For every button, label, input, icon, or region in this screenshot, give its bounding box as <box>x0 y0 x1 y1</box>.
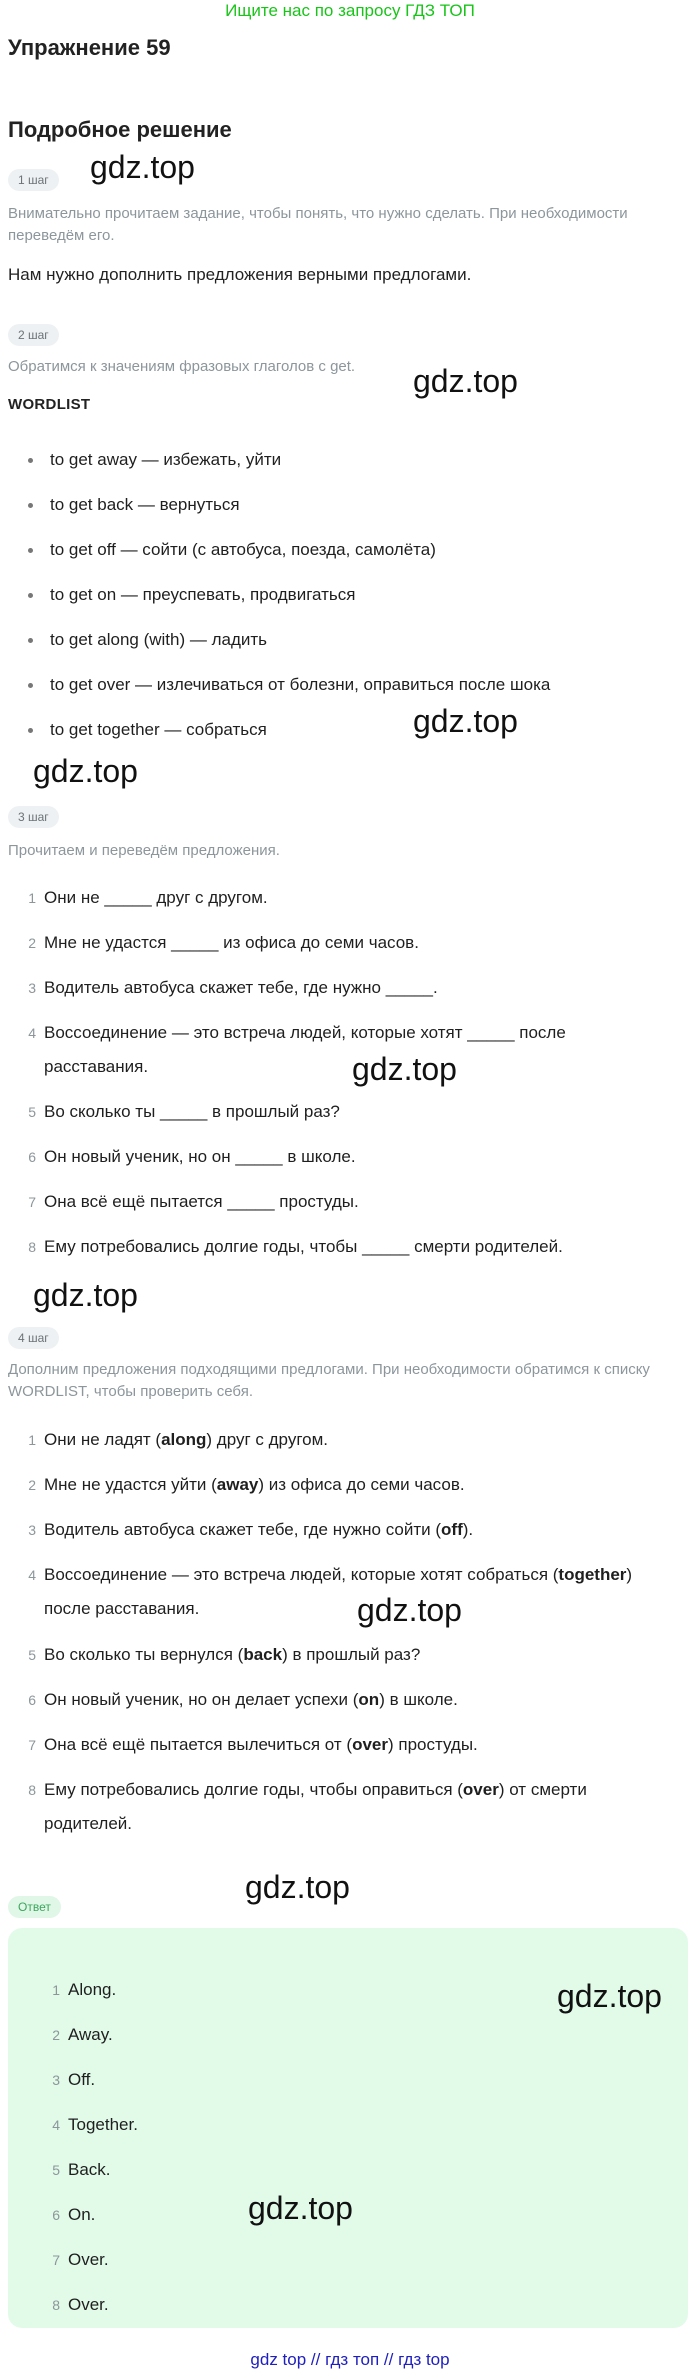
watermark: gdz.top <box>352 1051 457 1087</box>
section-title: Подробное решение <box>8 117 232 142</box>
list-item: 7 Она всё ещё пытается вылечиться от (over) простуды. <box>28 1735 478 1754</box>
watermark: gdz.top <box>245 1869 350 1905</box>
list-item: 3 Off. <box>52 2070 96 2089</box>
step-3-badge: 3 шаг <box>8 806 59 828</box>
list-item-continuation: после расставания. <box>44 1599 200 1618</box>
step-3-note: Прочитаем и переведём предложения. <box>8 842 280 859</box>
list-item-continuation: расставания. <box>44 1057 149 1076</box>
list-item: 5 Во сколько ты _____ в прошлый раз? <box>28 1102 340 1121</box>
list-item: 1 Along. <box>52 1980 117 1999</box>
watermark: gdz.top <box>357 1592 462 1628</box>
list-item: 8 Ему потребовались долгие годы, чтобы _____ смерти родителей. <box>28 1237 563 1256</box>
list-item-continuation: родителей. <box>44 1814 133 1833</box>
watermark: gdz.top <box>413 363 518 399</box>
list-item: to get off — сойти (с автобуса, поезда, самолёта) <box>50 538 436 562</box>
list-item: 4 Воссоединение — это встреча людей, которые хотят _____ после <box>28 1023 566 1042</box>
list-item: 6 Он новый ученик, но он _____ в школе. <box>28 1147 356 1166</box>
list-item: to get along (with) — ладить <box>50 628 267 652</box>
step-1-note: Внимательно прочитаем задание, чтобы понять, что нужно сделать. При необходимости переведём его. <box>8 205 628 244</box>
watermark: gdz.top <box>33 753 138 789</box>
watermark: gdz.top <box>90 149 195 185</box>
step-1-badge: 1 шаг <box>8 169 59 191</box>
list-item: to get away — избежать, уйти <box>50 448 281 472</box>
list-item: 7 Она всё ещё пытается _____ простуды. <box>28 1192 359 1211</box>
list-item: 7 Over. <box>52 2250 109 2269</box>
list-item: 5 Back. <box>52 2160 111 2179</box>
list-item: 2 Away. <box>52 2025 113 2044</box>
list-item: to get over — излечиваться от болезни, оправиться после шока <box>50 673 550 697</box>
list-item: 6 Он новый ученик, но он делает успехи (on) в школе. <box>28 1690 458 1709</box>
watermark: gdz.top <box>557 1978 662 2014</box>
watermark: gdz.top <box>33 1277 138 1313</box>
answer-badge: Ответ <box>8 1896 61 1918</box>
list-item: 2 Мне не удастся уйти (away) из офиса до семи часов. <box>28 1475 465 1494</box>
list-item: 6 On. <box>52 2205 96 2224</box>
list-item: 2 Мне не удастся _____ из офиса до семи часов. <box>28 933 419 952</box>
watermark: gdz.top <box>413 703 518 739</box>
step-2-badge: 2 шаг <box>8 324 59 346</box>
list-item: 3 Водитель автобуса скажет тебе, где нужно сойти (off). <box>28 1520 474 1539</box>
step-1-text: Нам нужно дополнить предложения верными предлогами. <box>8 265 472 284</box>
page-title: Упражнение 59 <box>8 35 171 60</box>
list-item: 8 Over. <box>52 2295 109 2314</box>
step-2-note: Обратимся к значениям фразовых глаголов с get. <box>8 358 356 375</box>
list-item: to get on — преуспевать, продвигаться <box>50 583 355 607</box>
search-banner: Ищите нас по запросу ГДЗ ТОП <box>225 1 475 20</box>
watermark: gdz.top <box>248 2190 353 2226</box>
list-item: 4 Воссоединение — это встреча людей, которые хотят собраться (together) <box>28 1565 633 1584</box>
step-4-badge: 4 шаг <box>8 1327 59 1349</box>
list-item: to get together — собраться <box>50 718 267 742</box>
footer-links[interactable]: gdz top // гдз топ // гдз top <box>250 2350 450 2369</box>
step-4-note: Дополним предложения подходящими предлогами. При необходимости обратимся к списку WORDLIST, чтобы проверить себя. <box>8 1361 650 1400</box>
list-item: 1 Они не _____ друг с другом. <box>28 888 268 907</box>
list-item: 1 Они не ладят (along) друг с другом. <box>28 1430 329 1449</box>
list-item: 3 Водитель автобуса скажет тебе, где нужно _____. <box>28 978 438 997</box>
wordlist-heading: WORDLIST <box>8 396 91 413</box>
list-item: 8 Ему потребовались долгие годы, чтобы оправиться (over) от смерти <box>28 1780 587 1799</box>
list-item: 5 Во сколько ты вернулся (back) в прошлый раз? <box>28 1645 421 1664</box>
list-item: to get back — вернуться <box>50 493 240 517</box>
list-item: 4 Together. <box>52 2115 138 2134</box>
